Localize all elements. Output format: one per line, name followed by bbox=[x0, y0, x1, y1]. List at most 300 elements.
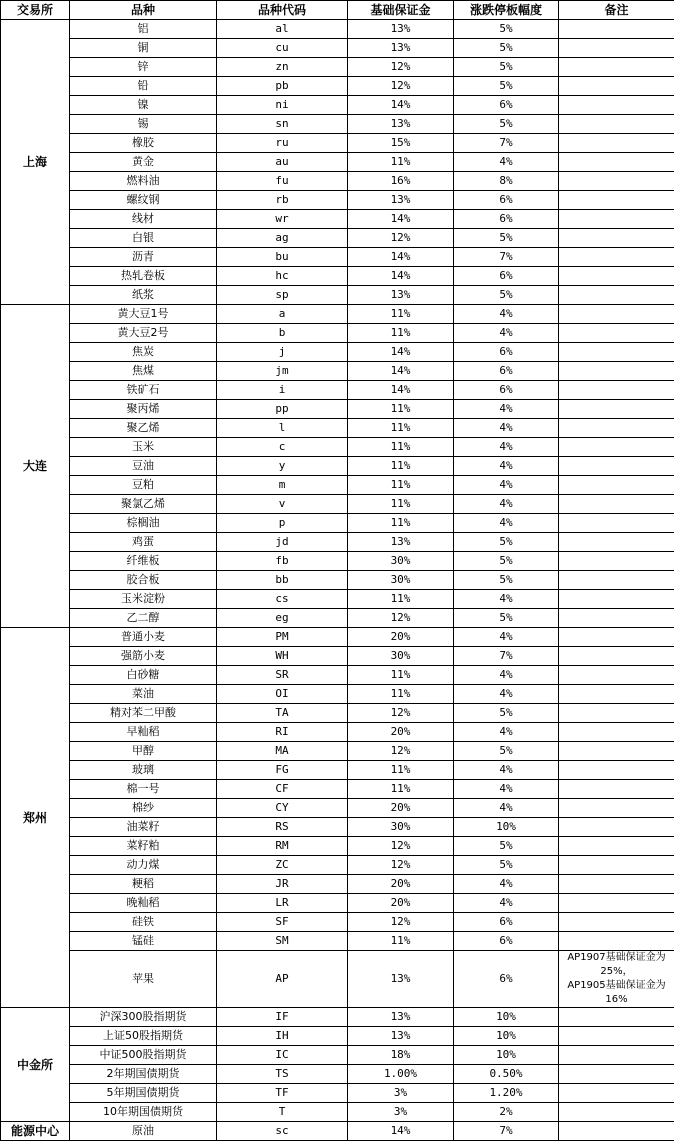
note-cell bbox=[559, 457, 674, 476]
note-cell bbox=[559, 267, 674, 286]
table-row bbox=[1, 286, 674, 305]
note-cell bbox=[559, 39, 674, 58]
note-cell bbox=[559, 894, 674, 913]
product-code-cell: y bbox=[217, 457, 348, 476]
base-margin-cell: 30% bbox=[348, 571, 454, 590]
note-cell bbox=[559, 856, 674, 875]
table-row bbox=[1, 39, 674, 58]
product-name-cell: 黄金 bbox=[70, 153, 217, 172]
base-margin-cell: 11% bbox=[348, 438, 454, 457]
product-code-cell: l bbox=[217, 419, 348, 438]
base-margin-cell: 12% bbox=[348, 742, 454, 761]
table-row bbox=[1, 1065, 674, 1084]
note-cell bbox=[559, 229, 674, 248]
note-cell bbox=[559, 134, 674, 153]
note-cell bbox=[559, 324, 674, 343]
table-row bbox=[1, 1122, 674, 1141]
product-code-cell: ni bbox=[217, 96, 348, 115]
note-cell bbox=[559, 571, 674, 590]
table-row bbox=[1, 476, 674, 495]
note-cell bbox=[559, 799, 674, 818]
header-exchange: 交易所 bbox=[1, 1, 70, 20]
note-cell bbox=[559, 153, 674, 172]
product-code-cell: TF bbox=[217, 1084, 348, 1103]
base-margin-cell: 14% bbox=[348, 210, 454, 229]
exchange-cell: 上海 bbox=[1, 20, 70, 305]
product-name-cell: 黄大豆1号 bbox=[70, 305, 217, 324]
product-name-cell: 棕榈油 bbox=[70, 514, 217, 533]
note-cell bbox=[559, 419, 674, 438]
base-margin-cell: 12% bbox=[348, 77, 454, 96]
product-name-cell: 硅铁 bbox=[70, 913, 217, 932]
product-code-cell: pp bbox=[217, 400, 348, 419]
base-margin-cell: 13% bbox=[348, 1027, 454, 1046]
note-cell bbox=[559, 1084, 674, 1103]
table-row bbox=[1, 742, 674, 761]
price-limit-cell: 6% bbox=[454, 96, 559, 115]
note-cell bbox=[559, 191, 674, 210]
note-cell bbox=[559, 248, 674, 267]
base-margin-cell: 14% bbox=[348, 1122, 454, 1141]
table-row bbox=[1, 552, 674, 571]
table-row bbox=[1, 856, 674, 875]
table-row bbox=[1, 191, 674, 210]
price-limit-cell: 5% bbox=[454, 609, 559, 628]
table-row bbox=[1, 666, 674, 685]
price-limit-cell: 4% bbox=[454, 476, 559, 495]
price-limit-cell: 6% bbox=[454, 913, 559, 932]
base-margin-cell: 20% bbox=[348, 894, 454, 913]
product-name-cell: 热轧卷板 bbox=[70, 267, 217, 286]
product-name-cell: 白砂糖 bbox=[70, 666, 217, 685]
product-code-cell: sp bbox=[217, 286, 348, 305]
note-cell bbox=[559, 96, 674, 115]
note-line: AP1905基础保证金为16% bbox=[559, 979, 674, 1007]
product-name-cell: 玉米淀粉 bbox=[70, 590, 217, 609]
note-cell bbox=[559, 685, 674, 704]
price-limit-cell: 4% bbox=[454, 628, 559, 647]
note-cell bbox=[559, 837, 674, 856]
price-limit-cell: 4% bbox=[454, 305, 559, 324]
table-row bbox=[1, 1008, 674, 1027]
table-row bbox=[1, 305, 674, 324]
price-limit-cell: 4% bbox=[454, 514, 559, 533]
table-row bbox=[1, 324, 674, 343]
base-margin-cell: 1.00% bbox=[348, 1065, 454, 1084]
product-name-cell: 焦炭 bbox=[70, 343, 217, 362]
product-code-cell: TA bbox=[217, 704, 348, 723]
table-row bbox=[1, 761, 674, 780]
product-name-cell: 铁矿石 bbox=[70, 381, 217, 400]
product-code-cell: T bbox=[217, 1103, 348, 1122]
price-limit-cell: 6% bbox=[454, 210, 559, 229]
exchange-cell: 能源中心 bbox=[1, 1122, 70, 1141]
product-code-cell: SR bbox=[217, 666, 348, 685]
table-row bbox=[1, 495, 674, 514]
base-margin-cell: 11% bbox=[348, 514, 454, 533]
product-name-cell: 沥青 bbox=[70, 248, 217, 267]
table-row bbox=[1, 571, 674, 590]
note-cell bbox=[559, 77, 674, 96]
base-margin-cell: 12% bbox=[348, 58, 454, 77]
exchange-cell: 郑州 bbox=[1, 628, 70, 1008]
note-cell bbox=[559, 115, 674, 134]
product-code-cell: cu bbox=[217, 39, 348, 58]
product-name-cell: 燃料油 bbox=[70, 172, 217, 191]
product-name-cell: 螺纹钢 bbox=[70, 191, 217, 210]
base-margin-cell: 20% bbox=[348, 875, 454, 894]
table-row bbox=[1, 1084, 674, 1103]
price-limit-cell: 5% bbox=[454, 837, 559, 856]
product-name-cell: 鸡蛋 bbox=[70, 533, 217, 552]
product-code-cell: IF bbox=[217, 1008, 348, 1027]
product-name-cell: 动力煤 bbox=[70, 856, 217, 875]
product-name-cell: 普通小麦 bbox=[70, 628, 217, 647]
price-limit-cell: 4% bbox=[454, 894, 559, 913]
header-limit: 涨跌停板幅度 bbox=[454, 1, 559, 20]
table-row bbox=[1, 704, 674, 723]
table-row bbox=[1, 96, 674, 115]
product-code-cell: v bbox=[217, 495, 348, 514]
price-limit-cell: 4% bbox=[454, 685, 559, 704]
base-margin-cell: 12% bbox=[348, 856, 454, 875]
price-limit-cell: 8% bbox=[454, 172, 559, 191]
product-name-cell: 黄大豆2号 bbox=[70, 324, 217, 343]
table-row bbox=[1, 1103, 674, 1122]
product-code-cell: bb bbox=[217, 571, 348, 590]
base-margin-cell: 14% bbox=[348, 248, 454, 267]
table-row bbox=[1, 77, 674, 96]
product-name-cell: 纤维板 bbox=[70, 552, 217, 571]
exchange-cell: 中金所 bbox=[1, 1008, 70, 1122]
table-row bbox=[1, 913, 674, 932]
price-limit-cell: 5% bbox=[454, 704, 559, 723]
product-code-cell: zn bbox=[217, 58, 348, 77]
table-row bbox=[1, 818, 674, 837]
price-limit-cell: 6% bbox=[454, 343, 559, 362]
note-cell bbox=[559, 552, 674, 571]
note-cell bbox=[559, 761, 674, 780]
product-name-cell: 早籼稻 bbox=[70, 723, 217, 742]
product-code-cell: m bbox=[217, 476, 348, 495]
table-row bbox=[1, 932, 674, 951]
note-cell bbox=[559, 1122, 674, 1141]
table-row bbox=[1, 685, 674, 704]
table-row bbox=[1, 58, 674, 77]
base-margin-cell: 20% bbox=[348, 628, 454, 647]
note-cell bbox=[559, 514, 674, 533]
table-row bbox=[1, 400, 674, 419]
note-cell bbox=[559, 666, 674, 685]
table-row bbox=[1, 533, 674, 552]
base-margin-cell: 14% bbox=[348, 96, 454, 115]
base-margin-cell: 13% bbox=[348, 951, 454, 1008]
price-limit-cell: 6% bbox=[454, 267, 559, 286]
base-margin-cell: 11% bbox=[348, 400, 454, 419]
product-code-cell: TS bbox=[217, 1065, 348, 1084]
table-row bbox=[1, 210, 674, 229]
table-row bbox=[1, 419, 674, 438]
product-name-cell: 上证50股指期货 bbox=[70, 1027, 217, 1046]
base-margin-cell: 11% bbox=[348, 419, 454, 438]
product-code-cell: RI bbox=[217, 723, 348, 742]
table-row bbox=[1, 248, 674, 267]
table-row bbox=[1, 362, 674, 381]
table-row bbox=[1, 457, 674, 476]
product-name-cell: 玉米 bbox=[70, 438, 217, 457]
note-cell bbox=[559, 362, 674, 381]
product-name-cell: 白银 bbox=[70, 229, 217, 248]
base-margin-cell: 12% bbox=[348, 704, 454, 723]
product-name-cell: 乙二醇 bbox=[70, 609, 217, 628]
product-name-cell: 棉纱 bbox=[70, 799, 217, 818]
base-margin-cell: 3% bbox=[348, 1103, 454, 1122]
note-cell bbox=[559, 343, 674, 362]
base-margin-cell: 11% bbox=[348, 457, 454, 476]
header-product: 品种 bbox=[70, 1, 217, 20]
note-cell bbox=[559, 742, 674, 761]
product-name-cell: 原油 bbox=[70, 1122, 217, 1141]
product-name-cell: 棉一号 bbox=[70, 780, 217, 799]
product-code-cell: cs bbox=[217, 590, 348, 609]
product-code-cell: pb bbox=[217, 77, 348, 96]
note-cell bbox=[559, 704, 674, 723]
note-cell bbox=[559, 913, 674, 932]
product-code-cell: RS bbox=[217, 818, 348, 837]
base-margin-cell: 30% bbox=[348, 552, 454, 571]
table-row bbox=[1, 723, 674, 742]
base-margin-cell: 11% bbox=[348, 476, 454, 495]
product-code-cell: bu bbox=[217, 248, 348, 267]
product-name-cell: 5年期国债期货 bbox=[70, 1084, 217, 1103]
product-name-cell: 甲醇 bbox=[70, 742, 217, 761]
base-margin-cell: 11% bbox=[348, 780, 454, 799]
product-code-cell: CY bbox=[217, 799, 348, 818]
product-name-cell: 锰硅 bbox=[70, 932, 217, 951]
base-margin-cell: 30% bbox=[348, 647, 454, 666]
table-row bbox=[1, 343, 674, 362]
product-code-cell: jm bbox=[217, 362, 348, 381]
price-limit-cell: 4% bbox=[454, 780, 559, 799]
price-limit-cell: 2% bbox=[454, 1103, 559, 1122]
product-code-cell: al bbox=[217, 20, 348, 39]
product-code-cell: AP bbox=[217, 951, 348, 1008]
product-name-cell: 精对苯二甲酸 bbox=[70, 704, 217, 723]
base-margin-cell: 12% bbox=[348, 837, 454, 856]
note-cell bbox=[559, 951, 674, 1008]
product-code-cell: LR bbox=[217, 894, 348, 913]
note-cell bbox=[559, 1103, 674, 1122]
product-code-cell: sc bbox=[217, 1122, 348, 1141]
product-name-cell: 线材 bbox=[70, 210, 217, 229]
product-name-cell: 橡胶 bbox=[70, 134, 217, 153]
price-limit-cell: 5% bbox=[454, 571, 559, 590]
price-limit-cell: 5% bbox=[454, 39, 559, 58]
base-margin-cell: 18% bbox=[348, 1046, 454, 1065]
product-name-cell: 纸浆 bbox=[70, 286, 217, 305]
note-cell bbox=[559, 172, 674, 191]
price-limit-cell: 1.20% bbox=[454, 1084, 559, 1103]
product-name-cell: 聚丙烯 bbox=[70, 400, 217, 419]
product-name-cell: 锌 bbox=[70, 58, 217, 77]
product-name-cell: 沪深300股指期货 bbox=[70, 1008, 217, 1027]
product-name-cell: 豆粕 bbox=[70, 476, 217, 495]
note-cell bbox=[559, 400, 674, 419]
product-name-cell: 2年期国债期货 bbox=[70, 1065, 217, 1084]
base-margin-cell: 11% bbox=[348, 666, 454, 685]
base-margin-cell: 11% bbox=[348, 685, 454, 704]
product-code-cell: WH bbox=[217, 647, 348, 666]
product-code-cell: rb bbox=[217, 191, 348, 210]
note-cell bbox=[559, 1008, 674, 1027]
price-limit-cell: 6% bbox=[454, 932, 559, 951]
note-cell bbox=[559, 20, 674, 39]
table-row bbox=[1, 894, 674, 913]
product-code-cell: IC bbox=[217, 1046, 348, 1065]
price-limit-cell: 5% bbox=[454, 552, 559, 571]
note-cell bbox=[559, 58, 674, 77]
base-margin-cell: 11% bbox=[348, 305, 454, 324]
price-limit-cell: 5% bbox=[454, 115, 559, 134]
product-code-cell: ag bbox=[217, 229, 348, 248]
price-limit-cell: 5% bbox=[454, 20, 559, 39]
product-code-cell: jd bbox=[217, 533, 348, 552]
product-code-cell: b bbox=[217, 324, 348, 343]
base-margin-cell: 20% bbox=[348, 723, 454, 742]
table-row bbox=[1, 628, 674, 647]
product-code-cell: eg bbox=[217, 609, 348, 628]
price-limit-cell: 4% bbox=[454, 153, 559, 172]
note-cell bbox=[559, 286, 674, 305]
base-margin-cell: 13% bbox=[348, 533, 454, 552]
table-row bbox=[1, 229, 674, 248]
product-code-cell: OI bbox=[217, 685, 348, 704]
table-row bbox=[1, 153, 674, 172]
base-margin-cell: 13% bbox=[348, 191, 454, 210]
price-limit-cell: 4% bbox=[454, 761, 559, 780]
base-margin-cell: 13% bbox=[348, 39, 454, 58]
price-limit-cell: 0.50% bbox=[454, 1065, 559, 1084]
price-limit-cell: 6% bbox=[454, 191, 559, 210]
base-margin-cell: 11% bbox=[348, 932, 454, 951]
base-margin-cell: 13% bbox=[348, 1008, 454, 1027]
base-margin-cell: 13% bbox=[348, 115, 454, 134]
price-limit-cell: 5% bbox=[454, 856, 559, 875]
table-row bbox=[1, 267, 674, 286]
base-margin-cell: 3% bbox=[348, 1084, 454, 1103]
note-cell bbox=[559, 476, 674, 495]
note-cell bbox=[559, 533, 674, 552]
product-name-cell: 镍 bbox=[70, 96, 217, 115]
price-limit-cell: 4% bbox=[454, 495, 559, 514]
base-margin-cell: 11% bbox=[348, 761, 454, 780]
product-code-cell: a bbox=[217, 305, 348, 324]
product-code-cell: p bbox=[217, 514, 348, 533]
product-code-cell: fu bbox=[217, 172, 348, 191]
product-code-cell: CF bbox=[217, 780, 348, 799]
price-limit-cell: 6% bbox=[454, 951, 559, 1008]
price-limit-cell: 6% bbox=[454, 381, 559, 400]
table-row bbox=[1, 647, 674, 666]
base-margin-cell: 14% bbox=[348, 343, 454, 362]
product-code-cell: j bbox=[217, 343, 348, 362]
table-row bbox=[1, 381, 674, 400]
product-code-cell: MA bbox=[217, 742, 348, 761]
table-row bbox=[1, 514, 674, 533]
price-limit-cell: 10% bbox=[454, 818, 559, 837]
product-name-cell: 苹果 bbox=[70, 951, 217, 1008]
note-cell bbox=[559, 381, 674, 400]
header-note: 备注 bbox=[559, 1, 674, 20]
base-margin-cell: 14% bbox=[348, 362, 454, 381]
table-row bbox=[1, 438, 674, 457]
product-code-cell: fb bbox=[217, 552, 348, 571]
product-name-cell: 晚籼稻 bbox=[70, 894, 217, 913]
base-margin-cell: 12% bbox=[348, 913, 454, 932]
note-line: AP1907基础保证金为25%， bbox=[559, 951, 674, 979]
price-limit-cell: 5% bbox=[454, 229, 559, 248]
base-margin-cell: 11% bbox=[348, 495, 454, 514]
product-code-cell: SM bbox=[217, 932, 348, 951]
table-row bbox=[1, 780, 674, 799]
product-name-cell: 菜油 bbox=[70, 685, 217, 704]
product-code-cell: RM bbox=[217, 837, 348, 856]
product-name-cell: 铝 bbox=[70, 20, 217, 39]
base-margin-cell: 13% bbox=[348, 20, 454, 39]
product-name-cell: 聚氯乙烯 bbox=[70, 495, 217, 514]
base-margin-cell: 11% bbox=[348, 153, 454, 172]
table-row bbox=[1, 1046, 674, 1065]
price-limit-cell: 4% bbox=[454, 875, 559, 894]
product-name-cell: 10年期国债期货 bbox=[70, 1103, 217, 1122]
note-cell bbox=[559, 818, 674, 837]
table-row bbox=[1, 875, 674, 894]
price-limit-cell: 4% bbox=[454, 457, 559, 476]
base-margin-cell: 11% bbox=[348, 590, 454, 609]
product-name-cell: 豆油 bbox=[70, 457, 217, 476]
note-cell bbox=[559, 628, 674, 647]
price-limit-cell: 4% bbox=[454, 666, 559, 685]
price-limit-cell: 4% bbox=[454, 438, 559, 457]
note-cell bbox=[559, 1027, 674, 1046]
product-code-cell: c bbox=[217, 438, 348, 457]
price-limit-cell: 4% bbox=[454, 723, 559, 742]
note-cell bbox=[559, 1046, 674, 1065]
product-name-cell: 菜籽粕 bbox=[70, 837, 217, 856]
note-cell bbox=[559, 875, 674, 894]
table-body bbox=[1, 20, 674, 1141]
product-code-cell: PM bbox=[217, 628, 348, 647]
price-limit-cell: 5% bbox=[454, 77, 559, 96]
price-limit-cell: 10% bbox=[454, 1008, 559, 1027]
note-cell bbox=[559, 609, 674, 628]
note-cell bbox=[559, 210, 674, 229]
note-cell bbox=[559, 305, 674, 324]
product-name-cell: 强筋小麦 bbox=[70, 647, 217, 666]
price-limit-cell: 10% bbox=[454, 1046, 559, 1065]
price-limit-cell: 5% bbox=[454, 742, 559, 761]
product-name-cell: 粳稻 bbox=[70, 875, 217, 894]
product-name-cell: 中证500股指期货 bbox=[70, 1046, 217, 1065]
product-name-cell: 胶合板 bbox=[70, 571, 217, 590]
price-limit-cell: 7% bbox=[454, 248, 559, 267]
product-name-cell: 铜 bbox=[70, 39, 217, 58]
table-row bbox=[1, 837, 674, 856]
product-name-cell: 玻璃 bbox=[70, 761, 217, 780]
base-margin-cell: 20% bbox=[348, 799, 454, 818]
base-margin-cell: 13% bbox=[348, 286, 454, 305]
product-code-cell: wr bbox=[217, 210, 348, 229]
